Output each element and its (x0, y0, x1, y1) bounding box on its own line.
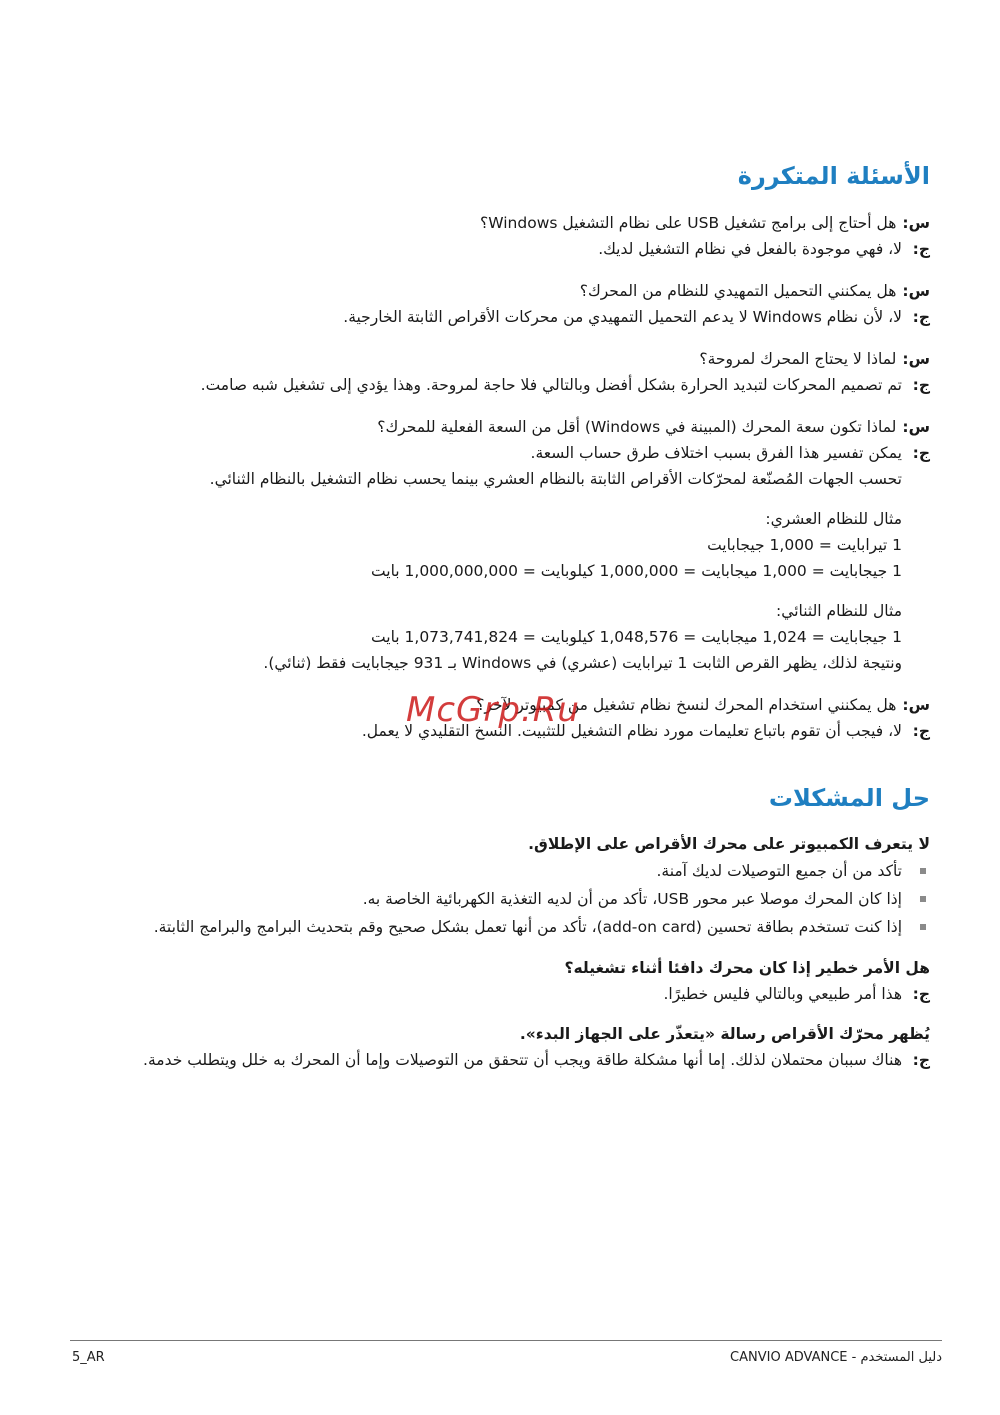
troubleshooting-topic-heading: يُظهر محرّك الأقراص رسالة «يتعذّر على الجهاز البدء». (519, 1025, 930, 1044)
question-text: هل يمكنني التحميل التمهيدي للنظام من المحرك؟ (579, 281, 897, 300)
question-text: هل يمكنني استخدام المحرك لنسخ نظام تشغيل من كمبيوتر لآخر؟ (476, 695, 897, 714)
page-number: 5_AR (72, 1350, 105, 1365)
list-item (70, 913, 930, 941)
watermark: McGrp.Ru (406, 690, 580, 730)
question-text: لماذا لا يحتاج المحرك لمروحة؟ (699, 349, 897, 368)
capacity-note: تحسب الجهات المُصنّعة لمحرّكات الأقراص الثابتة بالنظام العشري بينما يحسب نظام التشغيل بالنظام الثنائي. (209, 469, 902, 488)
question (70, 210, 930, 236)
answer (70, 304, 930, 330)
answer (70, 981, 930, 1007)
question-text: هل أحتاج إلى برامج تشغيل USB على نظام التشغيل Windows؟ (480, 213, 897, 232)
bullet-square-icon (920, 868, 926, 874)
faq-title: الأسئلة المتكررة (737, 162, 930, 190)
answer-prefix: ج: (912, 985, 930, 1004)
list-item-text: إذا كنت تستخدم بطاقة تحسين (add-on card)، تأكد من أنها تعمل بشكل صحيح وقم بتحديث البرامج والبرامج الثابتة. (153, 918, 902, 937)
question-prefix: س: (902, 281, 930, 300)
question-text: لماذا تكون سعة المحرك (المبينة في Windows) أقل من السعة الفعلية للمحرك؟ (377, 417, 897, 436)
bullet-square-icon (920, 924, 926, 930)
question-prefix: س: (902, 349, 930, 368)
answer-text: لا، لأن نظام Windows لا يدعم التحميل التمهيدي من محركات الأقراص الثابتة الخارجية. (343, 307, 902, 326)
binary-example-label: مثال للنظام الثنائي: (776, 601, 902, 620)
answer-prefix: ج: (912, 239, 930, 258)
answer-prefix: ج: (912, 721, 930, 740)
answer-text: لا، فيجب أن تقوم باتباع تعليمات مورد نظام التشغيل للتثبيت. النسخ التقليدي لا يعمل. (361, 721, 902, 740)
question (70, 278, 930, 304)
answer-prefix: ج: (912, 1051, 930, 1070)
list-item-text: تأكد من أن جميع التوصيلات لديك آمنة. (656, 862, 902, 881)
troubleshooting-topic-heading: هل الأمر خطير إذا كان محرك دافئا أثناء تشغيله؟ (564, 959, 930, 978)
list-item (70, 885, 930, 913)
answer-prefix: ج: (912, 375, 930, 394)
answer (70, 1047, 930, 1073)
answer (70, 236, 930, 262)
page-content (70, 160, 930, 1073)
decimal-example-label: مثال للنظام العشري: (765, 509, 902, 528)
answer (70, 372, 930, 398)
footer-guide-label: دليل المستخدم (860, 1350, 942, 1365)
answer-prefix: ج: (912, 307, 930, 326)
question-prefix: س: (902, 417, 930, 436)
footer-product-guide (730, 1350, 942, 1365)
answer-text: هذا أمر طبيعي وبالتالي فليس خطيرًا. (663, 985, 902, 1004)
troubleshooting-bullet-list (70, 857, 930, 941)
faq-item (70, 278, 930, 330)
question (70, 346, 930, 372)
faq-item (70, 346, 930, 398)
answer-text: تم تصميم المحركات لتبديد الحرارة بشكل أفضل وبالتالي فلا حاجة لمروحة. وهذا يؤدي إلى تشغيل شبه صامت. (200, 375, 902, 394)
question-prefix: س: (902, 695, 930, 714)
faq-item (70, 414, 930, 676)
answer (70, 440, 930, 466)
answer-text: يمكن تفسير هذا الفرق بسبب اختلاف طرق حساب السعة. (530, 443, 902, 462)
list-item (70, 857, 930, 885)
troubleshooting-topic-heading: لا يتعرف الكمبيوتر على محرك الأقراص على الإطلاق. (528, 835, 930, 854)
bullet-square-icon (920, 896, 926, 902)
binary-example-line: 1 جيجابايت = 1,024 ميجابايت = 1,048,576 كيلوبايت = 1,073,741,824 بايت (371, 627, 902, 646)
troubleshooting-title: حل المشكلات (768, 783, 930, 812)
footer-product-name: CANVIO ADVANCE (730, 1350, 848, 1365)
answer-text: هناك سببان محتملان لذلك. إما أنها مشكلة طاقة ويجب أن تتحقق من التوصيلات وإما أن المحرك به خلل ويتطلب خدمة. (143, 1051, 902, 1070)
answer-prefix: ج: (912, 443, 930, 462)
question-prefix: س: (902, 213, 930, 232)
answer-text: لا، فهي موجودة بالفعل في نظام التشغيل لديك. (598, 239, 902, 258)
decimal-example-line: 1 جيجابايت = 1,000 ميجابايت = 1,000,000 كيلوبايت = 1,000,000,000 بايت (371, 561, 902, 580)
decimal-example-line: 1 تيرابايت = 1,000 جيجابايت (707, 535, 902, 554)
footer-divider (70, 1340, 942, 1341)
list-item-text: إذا كان المحرك موصلا عبر محور USB، تأكد من أن لديه التغذية الكهربائية الخاصة به. (362, 890, 902, 909)
footer-separator: - (851, 1350, 857, 1365)
faq-item (70, 210, 930, 262)
binary-example-line: ونتيجة لذلك، يظهر القرص الثابت 1 تيرابايت (عشري) في Windows بـ 931 جيجابايت فقط (ثنائي). (263, 653, 902, 672)
question (70, 414, 930, 440)
